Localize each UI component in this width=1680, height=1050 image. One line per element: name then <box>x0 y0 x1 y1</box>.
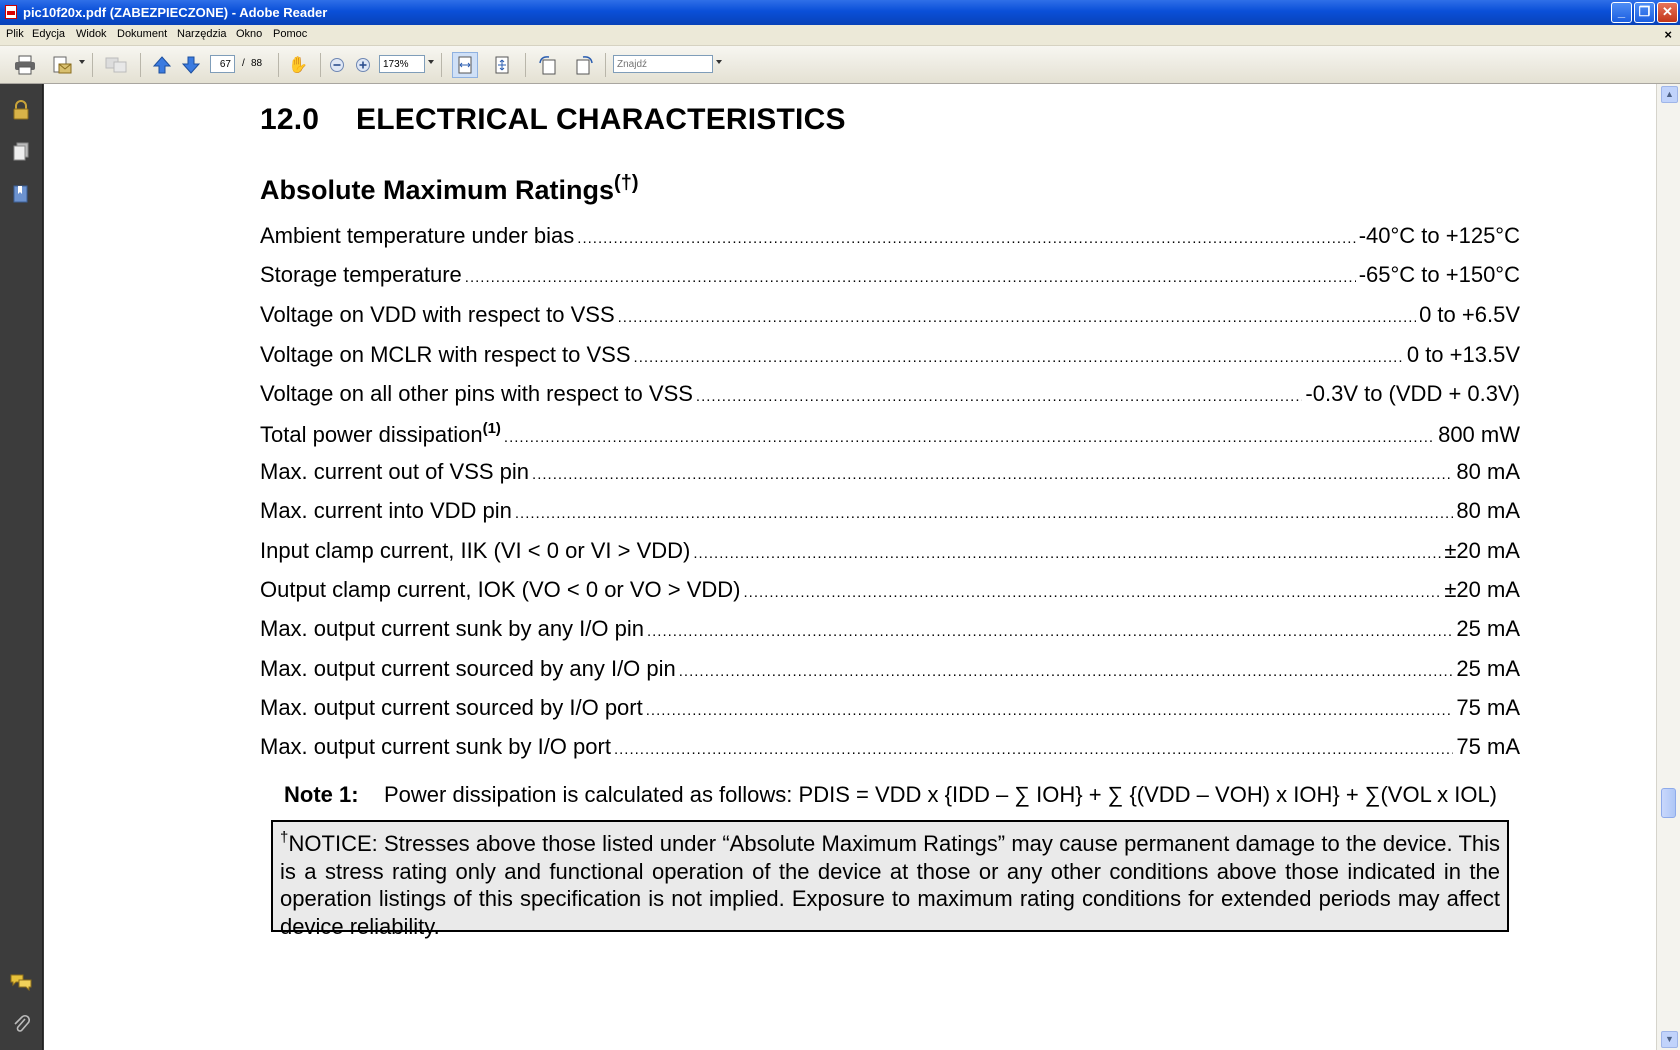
rating-row <box>260 223 1520 255</box>
rating-value: 75 mA <box>1456 734 1520 759</box>
pages-icon[interactable] <box>9 140 33 164</box>
restore-button[interactable]: ❐ <box>1634 2 1655 23</box>
rating-label: Voltage on VDD with respect to VSS <box>260 302 615 327</box>
notice-mark: † <box>280 829 289 846</box>
vertical-scrollbar[interactable] <box>1656 84 1680 1050</box>
attachments-icon[interactable] <box>9 1012 33 1036</box>
rating-value: 0 to +13.5V <box>1406 342 1520 367</box>
menu-help[interactable]: Pomoc <box>273 28 308 40</box>
power-note <box>284 782 1497 808</box>
pdf-page <box>44 84 1656 1050</box>
rating-label: Voltage on MCLR with respect to VSS <box>260 342 631 367</box>
scroll-down-icon[interactable]: ▼ <box>1661 1031 1678 1048</box>
scroll-thumb[interactable] <box>1661 788 1676 818</box>
menu-file[interactable]: Plik <box>6 28 24 40</box>
rating-label: Total power dissipation <box>260 422 483 447</box>
rating-label: Max. output current sunk by any I/O pin <box>260 616 644 641</box>
search-dropdown-icon[interactable] <box>716 60 722 64</box>
section-title: ELECTRICAL CHARACTERISTICS <box>356 103 846 136</box>
rating-row <box>260 734 1520 766</box>
menu-window[interactable]: Okno <box>236 28 263 40</box>
rating-label: Input clamp current, IIK (VI < 0 or VI > VDD) <box>260 538 691 563</box>
rating-row <box>260 577 1520 609</box>
minimize-button[interactable]: _ <box>1611 2 1632 23</box>
rating-label: Output clamp current, IOK (VO < 0 or VO > VDD) <box>260 577 741 602</box>
email-icon[interactable] <box>49 52 75 78</box>
rating-label: Max. current into VDD pin <box>260 498 512 523</box>
bookmarks-icon[interactable] <box>9 182 33 206</box>
menu-view[interactable]: Widok <box>76 28 107 40</box>
email-dropdown-icon[interactable] <box>79 60 85 64</box>
rating-row <box>260 420 1520 452</box>
section-number: 12.0 <box>260 103 320 136</box>
rating-row <box>260 538 1520 570</box>
rating-value: -0.3V to (VDD + 0.3V) <box>1305 381 1520 406</box>
rotate-clockwise-icon[interactable] <box>571 52 597 78</box>
search-input[interactable] <box>613 55 713 73</box>
page-separator: / <box>242 58 245 69</box>
rating-label: Max. output current sunk by I/O port <box>260 734 611 759</box>
next-page-icon[interactable] <box>178 52 204 78</box>
subsection-mark: (†) <box>614 172 639 194</box>
rating-value: -65°C to +150°C <box>1358 262 1520 287</box>
window-title: pic10f20x.pdf (ZABEZPIECZONE) - Adobe Reader <box>23 5 328 20</box>
rating-row <box>260 656 1520 688</box>
note-text: Power dissipation is calculated as follows: PDIS = VDD x {IDD – ∑ IOH} + ∑ {(VDD – VOH) x IOH} + ∑(VOL x IOL) <box>384 782 1498 807</box>
page-total: 88 <box>251 58 263 69</box>
rating-row <box>260 262 1520 294</box>
rating-row <box>260 459 1520 491</box>
close-document-icon[interactable]: × <box>1664 27 1672 42</box>
comments-icon[interactable] <box>9 970 33 994</box>
printer-icon[interactable] <box>12 52 38 78</box>
hand-tool-icon[interactable]: ✋ <box>288 57 308 74</box>
rating-value: 75 mA <box>1456 695 1520 720</box>
document-view[interactable] <box>44 84 1656 1050</box>
rating-row <box>260 381 1520 413</box>
notice-text: NOTICE: Stresses above those listed under “Absolute Maximum Ratings” may cause permanent damage to the device. This is a stress rating only and functional operation of the device at those or any other conditions above those indicated in the operation listings of this specification is not implied. Exposure to maximum rating conditions for extended periods may affect device reliability. <box>280 831 1501 939</box>
page-number-input[interactable] <box>210 55 235 73</box>
close-button[interactable]: ✕ <box>1657 2 1678 23</box>
rating-footnote-mark: (1) <box>482 420 501 437</box>
rating-value: 80 mA <box>1456 459 1520 484</box>
rating-row <box>260 302 1520 334</box>
rating-value: 25 mA <box>1456 656 1520 681</box>
subsection-heading <box>260 172 639 206</box>
collaborate-icon <box>103 52 129 78</box>
rating-row <box>260 342 1520 374</box>
rating-value: 800 mW <box>1438 422 1520 447</box>
menu-tools[interactable]: Narzędzia <box>177 28 227 40</box>
rating-row <box>260 695 1520 727</box>
rating-value: 25 mA <box>1456 616 1520 641</box>
zoom-level-input[interactable] <box>379 55 425 73</box>
menu-edit[interactable]: Edycja <box>32 28 66 40</box>
menu-document[interactable]: Dokument <box>117 28 168 40</box>
rating-label: Ambient temperature under bias <box>260 223 575 248</box>
rating-label: Storage temperature <box>260 262 462 287</box>
rating-label: Max. output current sourced by any I/O pin <box>260 656 676 681</box>
note-label: Note 1: <box>284 782 359 807</box>
rating-label: Max. output current sourced by I/O port <box>260 695 643 720</box>
scroll-up-icon[interactable]: ▲ <box>1661 86 1678 103</box>
rating-value: -40°C to +125°C <box>1358 223 1520 248</box>
security-lock-icon[interactable] <box>9 98 33 122</box>
pdf-document-icon <box>5 5 17 19</box>
fit-width-icon[interactable] <box>452 52 478 78</box>
rating-label: Max. current out of VSS pin <box>260 459 530 484</box>
section-heading <box>260 103 846 137</box>
rating-value: ±20 mA <box>1444 577 1520 602</box>
previous-page-icon[interactable] <box>149 52 175 78</box>
zoom-in-icon[interactable] <box>350 52 376 78</box>
rating-value: ±20 mA <box>1444 538 1520 563</box>
rotate-counterclockwise-icon[interactable] <box>535 52 561 78</box>
fit-page-icon[interactable] <box>489 52 515 78</box>
rating-label: Voltage on all other pins with respect to VSS <box>260 381 693 406</box>
navigation-pane <box>0 84 43 1050</box>
rating-row <box>260 498 1520 530</box>
rating-value: 0 to +6.5V <box>1419 302 1520 327</box>
menu-bar <box>0 25 1680 46</box>
toolbar <box>0 46 1680 84</box>
zoom-dropdown-icon[interactable] <box>428 60 434 64</box>
rating-row <box>260 616 1520 648</box>
subsection-title: Absolute Maximum Ratings <box>260 175 615 205</box>
window-title-bar[interactable] <box>0 0 1680 25</box>
notice-box <box>271 820 1509 939</box>
zoom-out-icon[interactable] <box>324 52 350 78</box>
rating-value: 80 mA <box>1456 498 1520 523</box>
